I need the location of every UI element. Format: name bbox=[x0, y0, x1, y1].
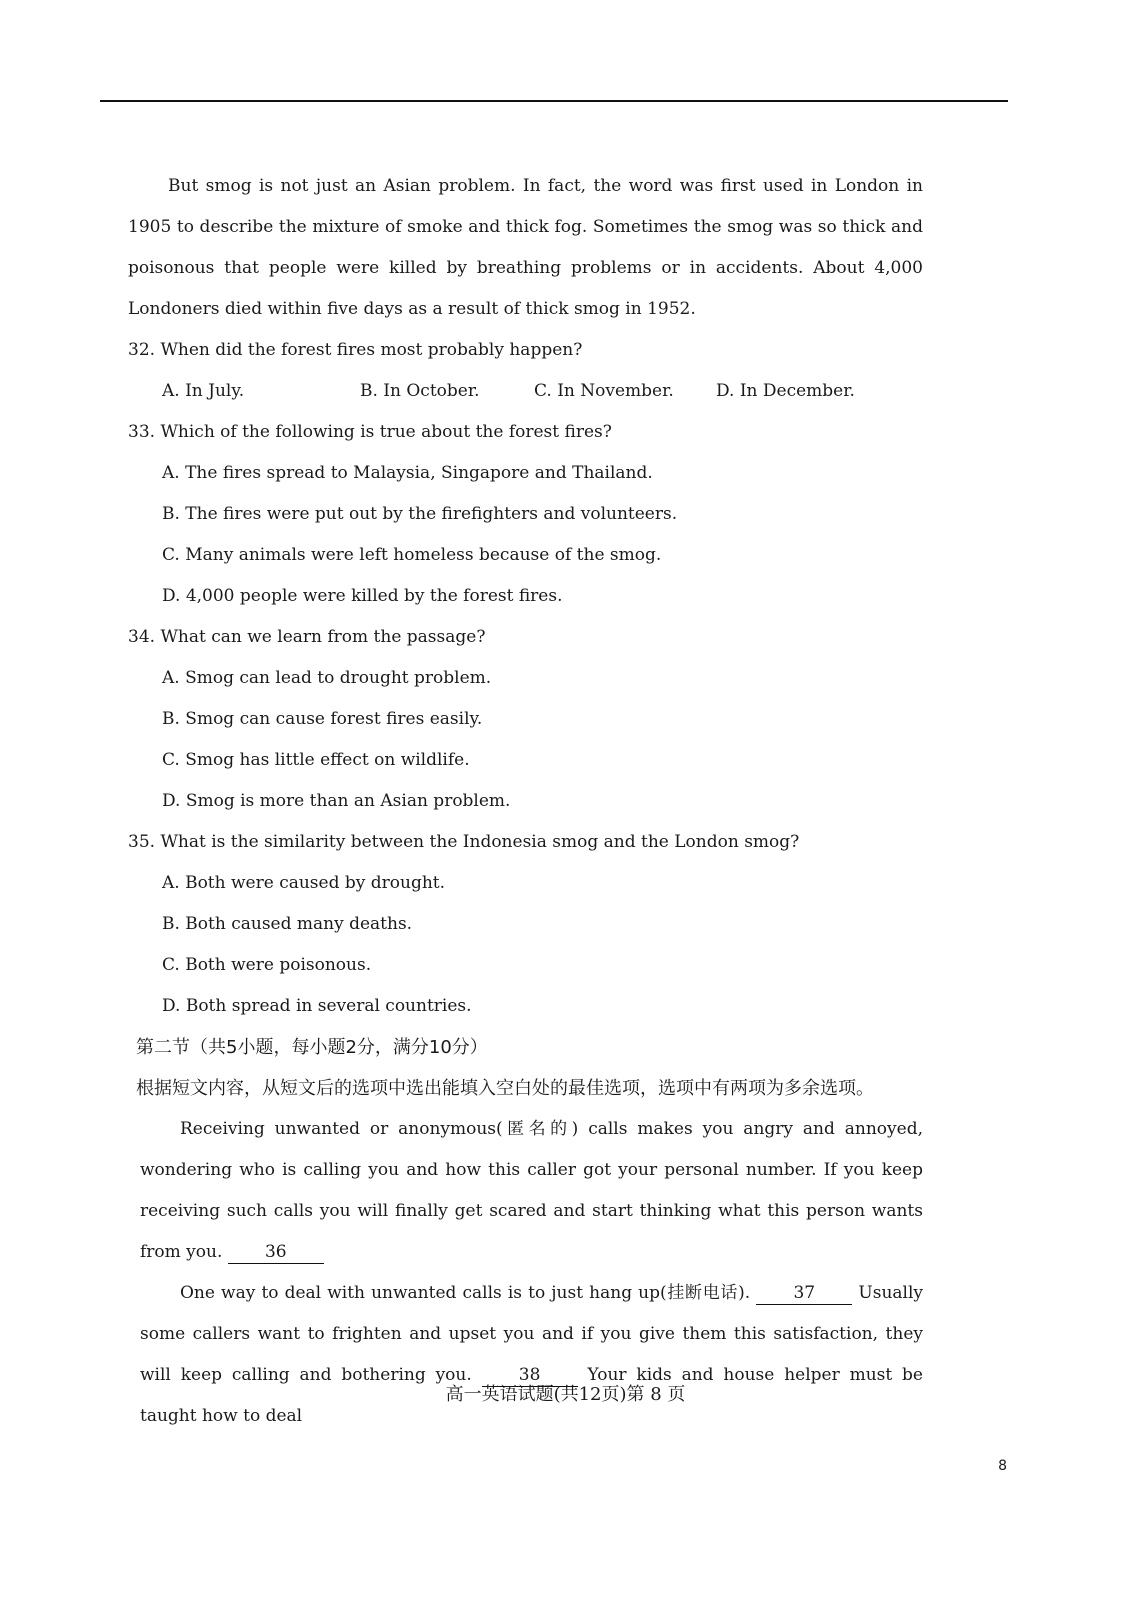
option-c: C. In November. bbox=[534, 381, 674, 401]
option-d: D. 4,000 people were killed by the forest fires. bbox=[162, 586, 563, 606]
option-c: C. Both were poisonous. bbox=[162, 955, 372, 975]
option-b: B. The fires were put out by the firefighters and volunteers. bbox=[162, 504, 678, 524]
option-c: C. Smog has little effect on wildlife. bbox=[162, 750, 470, 770]
option-b: B. In October. bbox=[360, 381, 480, 401]
passage-paragraph bbox=[140, 1273, 923, 1437]
question-stem: 33. Which of the following is true about the forest fires? bbox=[128, 422, 612, 442]
section-instructions: 根据短文内容，从短文后的选项中选出能填入空白处的最佳选项，选项中有两项为多余选项。 bbox=[136, 1078, 874, 1099]
blank-37: 37 bbox=[756, 1282, 852, 1305]
passage-paragraph: But smog is not just an Asian problem. In fact, the word was first used in London in 1905 to describe the mixture of smoke and thick fog. Sometimes the smog was so thick and poisonous that people were killed by breathing problems or in accidents. About 4,000 Londoners died within five days as a result of thick smog in 1952. bbox=[128, 176, 923, 319]
option-a: A. In July. bbox=[162, 381, 245, 401]
question-stem: 35. What is the similarity between the Indonesia smog and the London smog? bbox=[128, 832, 800, 852]
page-footer: 高一英语试题(共12页)第 8 页 bbox=[445, 1384, 686, 1405]
question-stem: 32. When did the forest fires most probably happen? bbox=[128, 340, 583, 360]
question-stem: 34. What can we learn from the passage? bbox=[128, 627, 486, 647]
question-35 bbox=[128, 822, 923, 1027]
paragraph-text: Usually some callers want to frighten and upset you and if you give them this satisfaction, they will keep calling and bothering you. bbox=[140, 1283, 924, 1385]
passage-paragraph bbox=[140, 1109, 923, 1273]
option-a: A. Both were caused by drought. bbox=[162, 873, 446, 893]
paragraph-text: Receiving unwanted or anonymous(匿名的) calls makes you angry and annoyed, wondering who is calling you and how this caller got your personal number. If you keep receiving such calls you will finally get scared and start thinking what this person wants from you. bbox=[140, 1119, 923, 1262]
section-title: 第二节（共5小题，每小题2分，满分10分） bbox=[136, 1037, 488, 1058]
option-c: C. Many animals were left homeless because of the smog. bbox=[162, 545, 662, 565]
top-rule bbox=[100, 100, 1008, 102]
document-body bbox=[128, 166, 923, 1437]
option-b: B. Both caused many deaths. bbox=[162, 914, 413, 934]
option-a: A. Smog can lead to drought problem. bbox=[162, 668, 492, 688]
question-34 bbox=[128, 617, 923, 822]
option-d: D. Both spread in several countries. bbox=[162, 996, 472, 1016]
question-32 bbox=[128, 330, 923, 412]
page-number: 8 bbox=[998, 1458, 1007, 1474]
option-d: D. Smog is more than an Asian problem. bbox=[162, 791, 511, 811]
option-a: A. The fires spread to Malaysia, Singapore and Thailand. bbox=[162, 463, 653, 483]
blank-36: 36 bbox=[228, 1241, 324, 1264]
question-33 bbox=[128, 412, 923, 617]
paragraph-text: One way to deal with unwanted calls is to just hang up(挂断电话). bbox=[180, 1283, 751, 1303]
paragraph-text: Your kids and house helper must be taught how to deal bbox=[140, 1365, 923, 1426]
option-b: B. Smog can cause forest fires easily. bbox=[162, 709, 483, 729]
blank-38: 38 bbox=[482, 1364, 578, 1387]
option-d: D. In December. bbox=[716, 381, 855, 401]
options-row bbox=[162, 371, 923, 412]
